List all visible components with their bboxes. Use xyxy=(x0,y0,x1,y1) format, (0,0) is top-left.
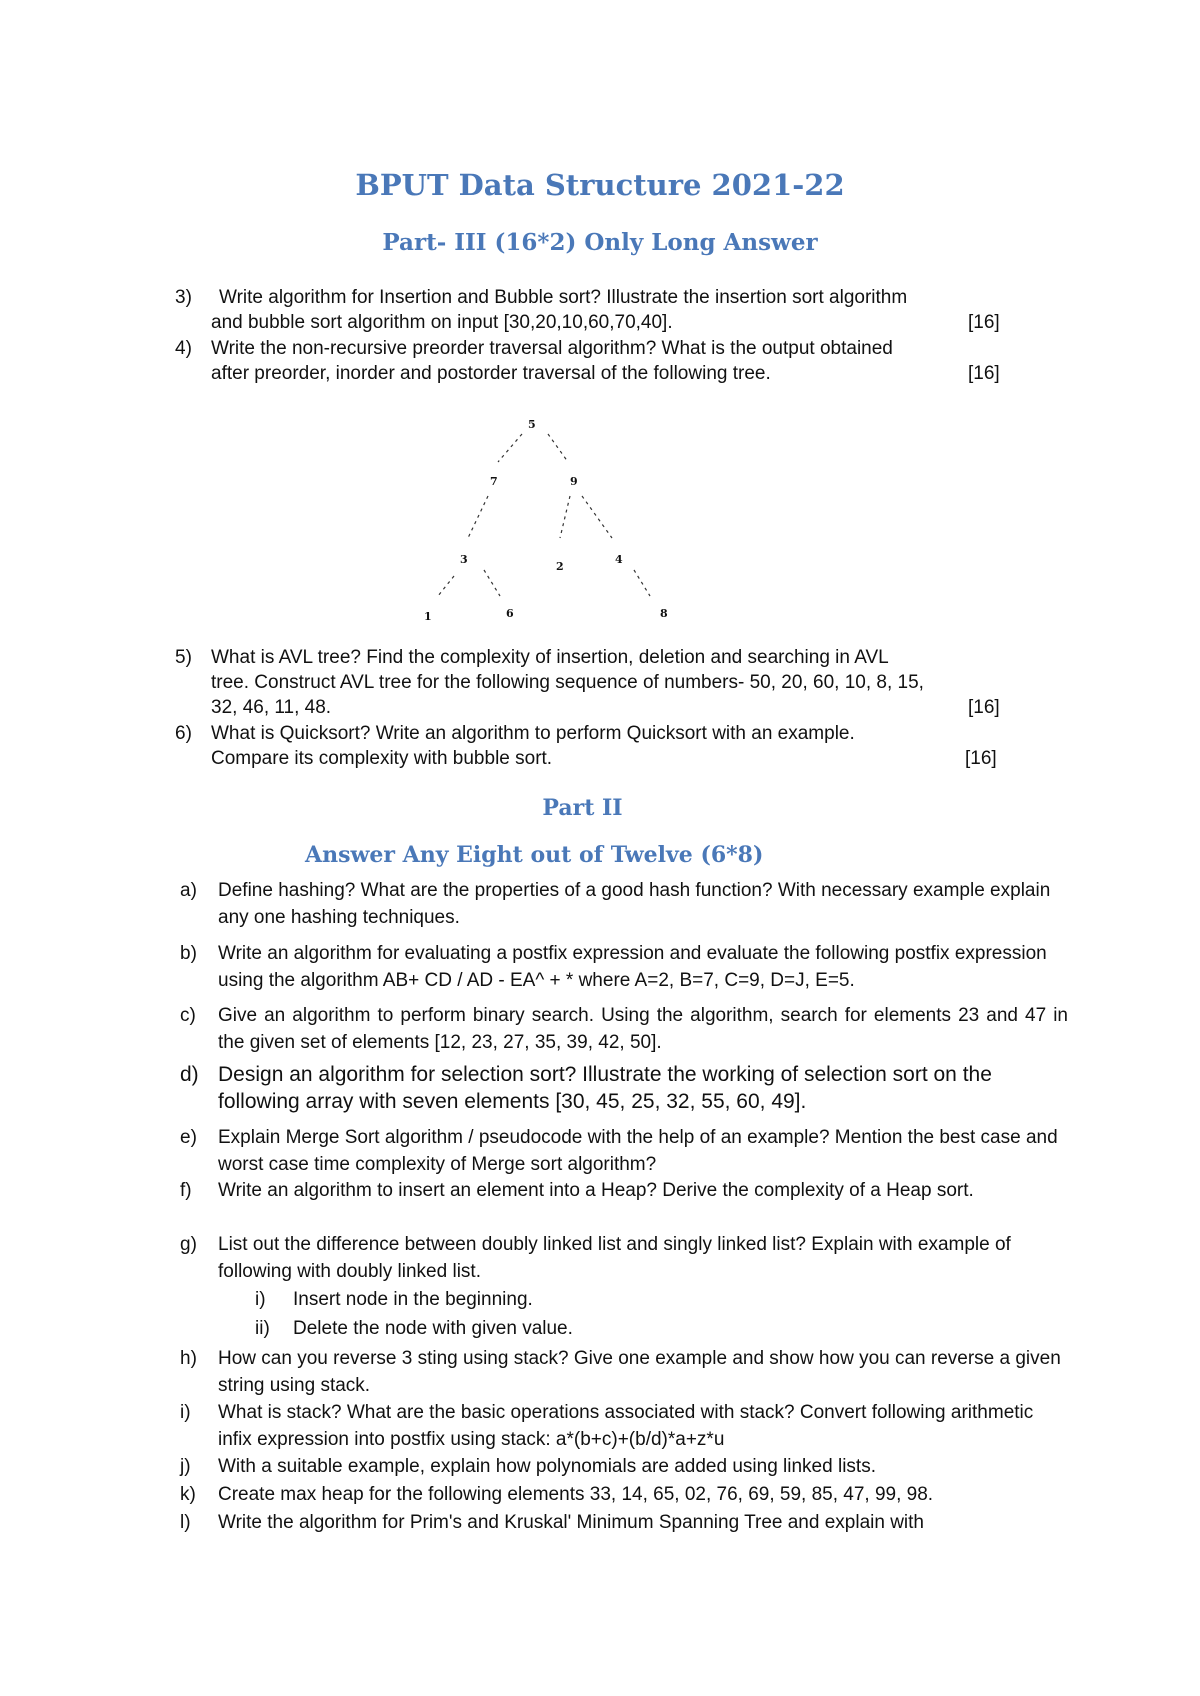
question-text: Compare its complexity with bubble sort. xyxy=(211,748,553,769)
question-text: and bubble sort algorithm on input [30,20,10,60,70,40]. xyxy=(211,312,673,333)
question-label: e) xyxy=(180,1127,197,1148)
tree-node: 7 xyxy=(490,475,498,488)
question-d xyxy=(180,1061,1060,1117)
question-label: a) xyxy=(180,880,197,901)
tree-edge xyxy=(560,496,570,538)
question-text: Write the algorithm for Prim's and Kruskal' Minimum Spanning Tree and explain with xyxy=(218,1512,924,1533)
question-text: Create max heap for the following elements 33, 14, 65, 02, 76, 69, 59, 85, 47, 99, 98. xyxy=(218,1484,934,1505)
tree-edge xyxy=(548,434,568,462)
question-label: h) xyxy=(180,1348,197,1369)
question-text: Define hashing? What are the properties of a good hash function? With necessary example explain any one hashing techniques. xyxy=(218,880,1051,928)
question-text: Write an algorithm for evaluating a postfix expression and evaluate the following postfix expression using the algorithm AB+ CD / AD - EA^ + * where A=2, B=7, C=9, D=J, E=5. xyxy=(218,943,1047,991)
question-number: 3) xyxy=(175,287,192,308)
tree-edge xyxy=(582,496,612,538)
tree-node: 3 xyxy=(460,553,468,566)
marks: [16] xyxy=(968,312,1000,333)
marks: [16] xyxy=(965,748,997,769)
question-j xyxy=(180,1453,1060,1481)
question-text: What is Quicksort? Write an algorithm to perform Quicksort with an example. xyxy=(211,723,855,744)
tree-node: 5 xyxy=(528,418,536,431)
question-label: f) xyxy=(180,1180,192,1201)
question-text: Explain Merge Sort algorithm / pseudocode with the help of an example? Mention the best case and worst case time complexity of Merge sort algorithm? xyxy=(218,1127,1058,1175)
marks: [16] xyxy=(968,697,1000,718)
sub-question-label: ii) xyxy=(255,1318,270,1339)
question-label: l) xyxy=(180,1512,191,1533)
question-f xyxy=(180,1177,1060,1231)
question-text: What is stack? What are the basic operations associated with stack? Convert following arithmetic infix expression into postfix using stack: a*(b+c)+(b/d)*a+z*u xyxy=(218,1402,1034,1450)
sub-question-label: i) xyxy=(255,1289,266,1310)
tree-node: 4 xyxy=(615,553,623,566)
question-label: c) xyxy=(180,1005,196,1026)
question-text: List out the difference between doubly linked list and singly linked list? Explain with example of following with doubly linked list. xyxy=(218,1234,1011,1282)
question-l xyxy=(180,1509,1060,1537)
tree-node: 8 xyxy=(660,607,668,620)
question-label: d) xyxy=(180,1063,199,1086)
question-label: i) xyxy=(180,1402,191,1423)
sub-question-text: Insert node in the beginning. xyxy=(293,1289,533,1310)
question-number: 4) xyxy=(175,338,192,359)
question-number: 6) xyxy=(175,723,192,744)
question-a xyxy=(180,877,1060,933)
question-text: Write an algorithm to insert an element into a Heap? Derive the complexity of a Heap sort. xyxy=(218,1180,974,1201)
question-text: tree. Construct AVL tree for the following sequence of numbers- 50, 20, 60, 10, 8, 15, xyxy=(211,672,924,693)
question-h xyxy=(180,1345,1060,1399)
question-text: Write algorithm for Insertion and Bubble sort? Illustrate the insertion sort algorithm xyxy=(219,287,908,308)
question-label: k) xyxy=(180,1484,196,1505)
question-c xyxy=(180,1002,1068,1058)
question-text: Write the non-recursive preorder traversal algorithm? What is the output obtained xyxy=(211,338,893,359)
question-i xyxy=(180,1399,1060,1453)
binary-tree-diagram xyxy=(0,0,1200,640)
question-b xyxy=(180,940,1060,996)
question-text: Give an algorithm to perform binary search. Using the algorithm, search for elements 23 and 47 in the given set of elements [12, 23, 27, 35, 39, 42, 50]. xyxy=(218,1005,1068,1053)
question-label: b) xyxy=(180,943,197,964)
sub-question-text: Delete the node with given value. xyxy=(293,1318,573,1339)
part-2-heading: Part II xyxy=(542,795,623,821)
tree-node: 2 xyxy=(556,560,564,573)
question-6 xyxy=(175,721,1045,771)
tree-node: 9 xyxy=(570,475,578,488)
tree-node: 1 xyxy=(424,610,432,623)
question-text: With a suitable example, explain how polynomials are added using linked lists. xyxy=(218,1456,876,1477)
question-number: 5) xyxy=(175,647,192,668)
marks: [16] xyxy=(968,363,1000,384)
tree-edge xyxy=(498,434,522,462)
tree-node: 6 xyxy=(506,607,514,620)
part-2-instructions: Answer Any Eight out of Twelve (6*8) xyxy=(305,842,764,868)
question-g xyxy=(180,1231,1060,1285)
tree-edge xyxy=(634,570,650,596)
question-text: Design an algorithm for selection sort? Illustrate the working of selection sort on the following array with seven elements [30, 45, 25, 32, 55, 60, 49]. xyxy=(218,1063,992,1113)
question-e xyxy=(180,1124,1060,1178)
tree-edge xyxy=(438,576,454,596)
question-label: g) xyxy=(180,1234,197,1255)
document-title: BPUT Data Structure 2021-22 xyxy=(355,168,845,202)
tree-edge xyxy=(468,496,488,538)
question-text: 32, 46, 11, 48. xyxy=(211,697,332,718)
question-text: How can you reverse 3 sting using stack? Give one example and show how you can reverse a given string using stack. xyxy=(218,1348,1061,1396)
question-label: j) xyxy=(180,1456,191,1477)
question-k xyxy=(180,1481,1060,1509)
question-text: after preorder, inorder and postorder traversal of the following tree. xyxy=(211,363,771,384)
tree-edge xyxy=(484,570,500,596)
question-text: What is AVL tree? Find the complexity of insertion, deletion and searching in AVL xyxy=(211,647,889,668)
question-5 xyxy=(175,645,1045,720)
part-3-heading: Part- III (16*2) Only Long Answer xyxy=(382,229,818,256)
